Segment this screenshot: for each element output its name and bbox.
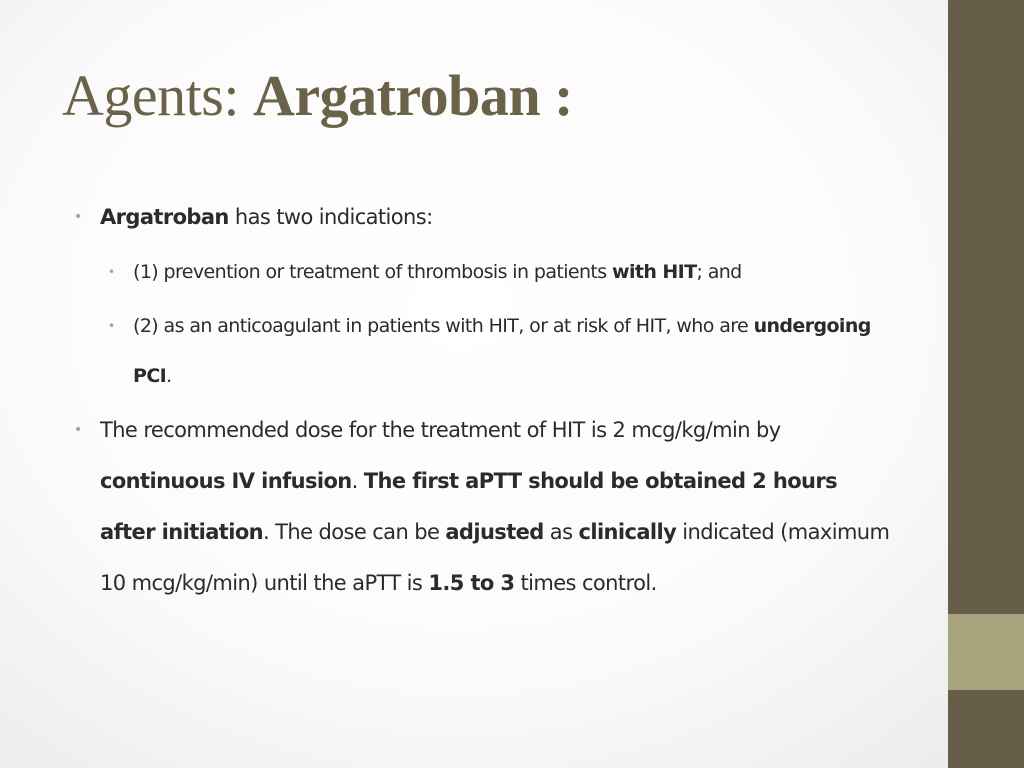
sub-bullet-prevention bbox=[74, 247, 894, 297]
bullet-text: times control. bbox=[514, 571, 657, 595]
bullet-text: as bbox=[543, 520, 579, 544]
bullet-dosing bbox=[74, 405, 894, 609]
sidebar-accent-block bbox=[948, 614, 1024, 690]
bold-text: undergoing PCI bbox=[133, 315, 871, 387]
bullet-marker: • bbox=[108, 319, 115, 333]
bullet-text: . bbox=[166, 365, 172, 387]
bold-text: The first aPTT should be obtained 2 hours after initiation bbox=[100, 469, 838, 544]
bullet-indications bbox=[74, 192, 894, 243]
bold-text: 1.5 to 3 bbox=[428, 571, 515, 595]
bullet-text: ; and bbox=[696, 261, 742, 283]
bold-text: adjusted bbox=[445, 520, 544, 544]
bold-text: Argatroban bbox=[100, 205, 229, 229]
bullet-text: has two indications: bbox=[228, 205, 433, 229]
title-emphasis: Argatroban : bbox=[252, 63, 573, 128]
bullet-text: (2) as an anticoagulant in patients with HIT, or at risk of HIT, who are bbox=[133, 315, 754, 337]
bullet-marker: • bbox=[74, 209, 82, 225]
bullet-text: . The dose can be bbox=[263, 520, 446, 544]
bullet-text: indicated (maximum 10 mcg/kg/min) until the aPTT is bbox=[100, 520, 890, 595]
bold-text: continuous IV infusion bbox=[100, 469, 352, 493]
title-prefix: Agents: bbox=[62, 63, 253, 128]
bold-text: clinically bbox=[578, 520, 677, 544]
slide-body bbox=[74, 192, 894, 609]
bullet-text: (1) prevention or treatment of thrombosis in patients bbox=[133, 261, 613, 283]
slide-title bbox=[62, 62, 573, 129]
bullet-text: . bbox=[351, 469, 364, 493]
bullet-marker: • bbox=[74, 422, 82, 438]
bullet-marker: • bbox=[108, 265, 115, 279]
bullet-text: The recommended dose for the treatment of HIT is 2 mcg/kg/min by bbox=[100, 418, 781, 442]
bold-text: with HIT bbox=[612, 261, 697, 283]
sub-bullet-pci bbox=[74, 301, 894, 401]
